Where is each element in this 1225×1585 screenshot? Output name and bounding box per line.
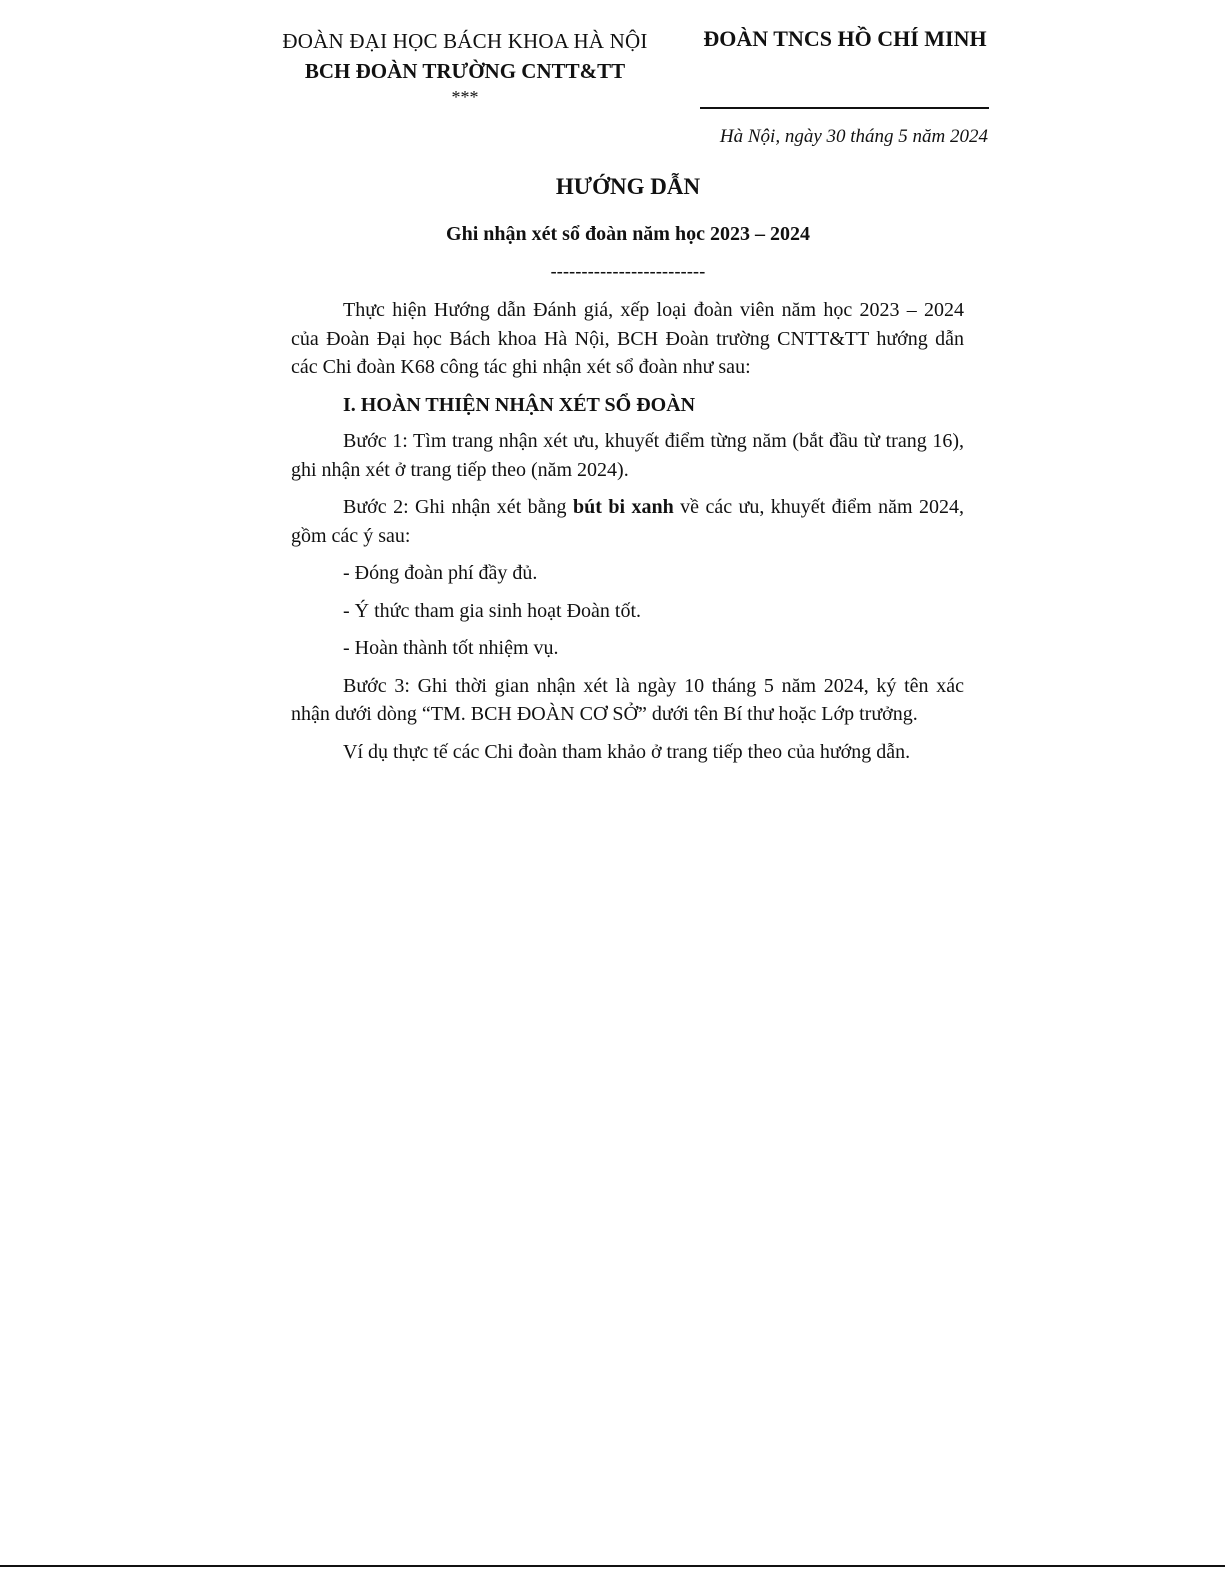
step-3-paragraph: Bước 3: Ghi thời gian nhận xét là ngày 10 tháng 5 năm 2024, ký tên xác nhận dưới dòng “TM. BCH ĐOÀN CƠ SỞ” dưới tên Bí thư hoặc Lớp trưởng.	[291, 674, 964, 725]
stars-separator: ***	[451, 87, 479, 107]
parent-organization: ĐOÀN ĐẠI HỌC BÁCH KHOA HÀ NỘI	[282, 29, 648, 53]
step-1-paragraph: Bước 1: Tìm trang nhận xét ưu, khuyết điểm từng năm (bắt đầu từ trang 16), ghi nhận xét ở trang tiếp theo (năm 2024).	[291, 430, 964, 481]
issuing-unit: BCH ĐOÀN TRƯỜNG CNTT&TT	[304, 59, 626, 83]
list-item: - Ý thức tham gia sinh hoạt Đoàn tốt.	[343, 599, 642, 622]
intro-paragraph: Thực hiện Hướng dẫn Đánh giá, xếp loại đoàn viên năm học 2023 – 2024 của Đoàn Đại học Bách khoa Hà Nội, BCH Đoàn trường CNTT&TT hướng dẫn các Chi đoàn K68 công tác ghi nhận xét sổ đoàn như sau:	[291, 299, 964, 378]
closing-paragraph: Ví dụ thực tế các Chi đoàn tham khảo ở trang tiếp theo của hướng dẫn.	[343, 740, 911, 763]
list-item: - Hoàn thành tốt nhiệm vụ.	[343, 637, 559, 659]
section-heading: I. HOÀN THIỆN NHẬN XÉT SỔ ĐOÀN	[343, 393, 696, 416]
step-2-text-after: về các ưu, khuyết điểm năm 2024, gồm các ý sau:	[291, 496, 964, 547]
document-body	[291, 296, 964, 775]
page-bottom-border	[0, 1565, 1225, 1567]
list-item: - Đóng đoàn phí đầy đủ.	[343, 562, 538, 584]
step-2-paragraph	[291, 493, 964, 550]
document-subtitle: Ghi nhận xét sổ đoàn năm học 2023 – 2024	[446, 223, 810, 245]
date-line: Hà Nội, ngày 30 tháng 5 năm 2024	[719, 126, 988, 147]
national-organization: ĐOÀN TNCS HỒ CHÍ MINH	[703, 26, 987, 51]
document-title: HƯỚNG DẪN	[555, 174, 701, 199]
header-underline	[700, 107, 989, 109]
title-divider: -------------------------	[550, 261, 706, 281]
step-2-emphasis: bút bi xanh	[573, 496, 674, 518]
issuing-organization-block	[270, 26, 660, 108]
step-2-text-before: Bước 2: Ghi nhận xét bằng	[343, 496, 573, 518]
